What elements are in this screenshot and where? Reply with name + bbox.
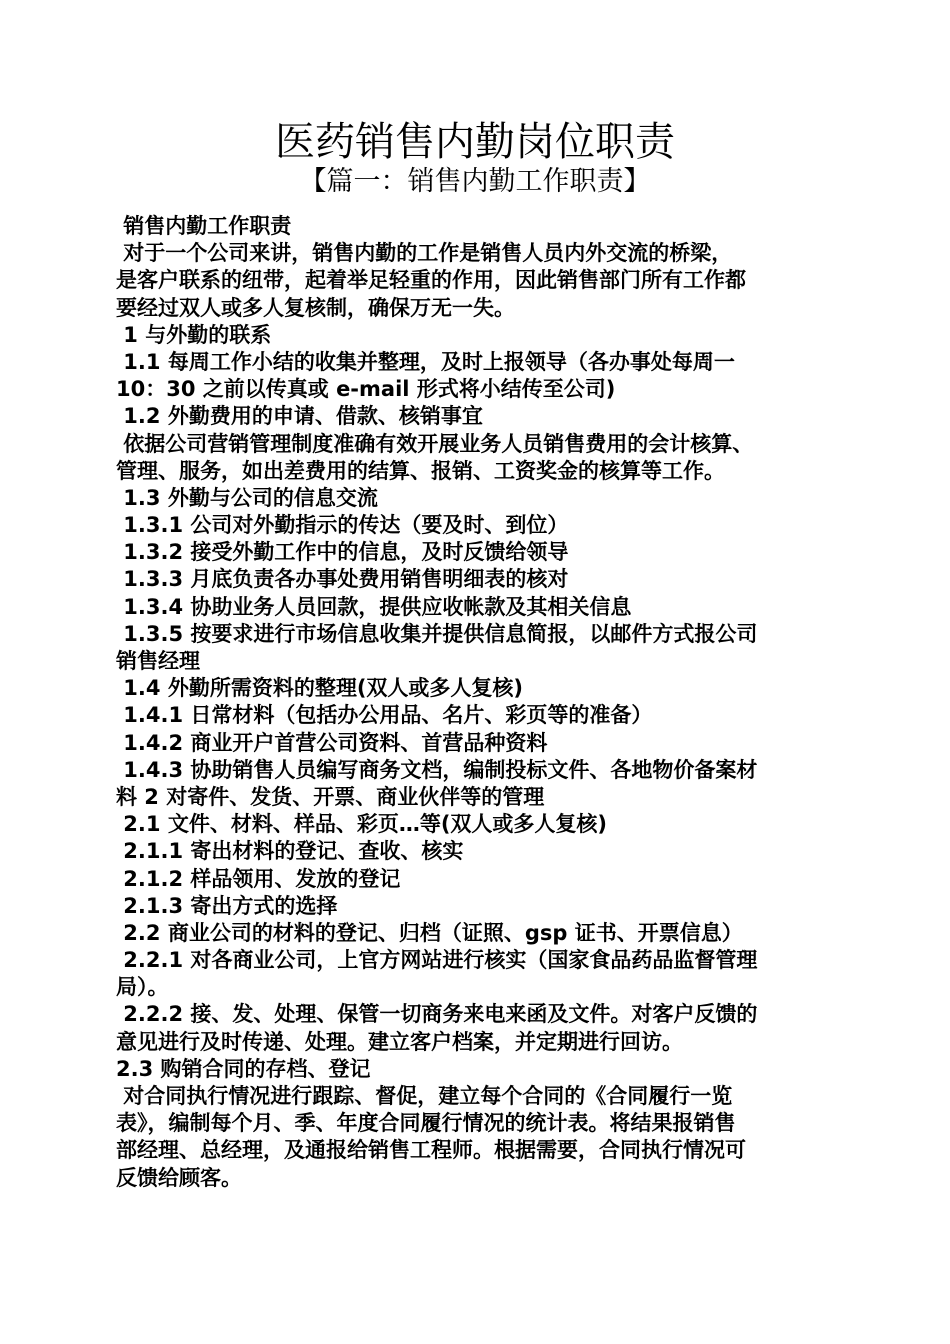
text-line: 1.3.1 公司对外勤指示的传达（要及时、到位） bbox=[116, 513, 569, 538]
text-line: 要经过双人或多人复核制，确保万无一失。 bbox=[116, 295, 515, 320]
text-line: 对于一个公司来讲，销售内勤的工作是销售人员内外交流的桥梁， bbox=[116, 241, 733, 266]
document-body bbox=[116, 213, 836, 1192]
text-line: 表》，编制每个月、季、年度合同履行情况的统计表。将结果报销售 bbox=[116, 1111, 736, 1136]
text-line: 1.1 每周工作小结的收集并整理，及时上报领导（各办事处每周一 bbox=[116, 349, 735, 374]
document-title: 医药销售内勤岗位职责 bbox=[275, 119, 675, 165]
text-line: 1.4.1 日常材料（包括办公用品、名片、彩页等的准备） bbox=[116, 703, 653, 728]
text-line: 2.2.2 接、发、处理、保管一切商务来电来函及文件。对客户反馈的 bbox=[116, 1002, 758, 1027]
text-line: 销售内勤工作职责 bbox=[116, 214, 292, 238]
text-line: 依据公司营销管理制度准确有效开展业务人员销售费用的会计核算、 bbox=[116, 431, 754, 456]
text-line: 1.4 外勤所需资料的整理(双人或多人复核) bbox=[116, 676, 524, 701]
text-line: 1.4.3 协助销售人员编写商务文档，编制投标文件、各地物价备案材 bbox=[116, 757, 758, 782]
text-line: 销售经理 bbox=[116, 649, 200, 673]
text-line: 部经理、总经理，及通报给销售工程师。根据需要，合同执行情况可 bbox=[116, 1138, 746, 1163]
text-line: 1.3.2 接受外勤工作中的信息，及时反馈给领导 bbox=[116, 540, 569, 565]
text-line: 局）。 bbox=[116, 975, 169, 1000]
text-line: 2.3 购销合同的存档、登记 bbox=[116, 1056, 371, 1081]
text-line: 2.1.2 样品领用、发放的登记 bbox=[116, 866, 401, 891]
text-line: 是客户联系的纽带，起着举足轻重的作用，因此销售部门所有工作都 bbox=[116, 268, 746, 293]
text-line: 1 与外勤的联系 bbox=[116, 322, 272, 347]
text-line: 10：30 之前以传真或 e-mail 形式将小结传至公司) bbox=[116, 377, 616, 402]
text-line: 2.1 文件、材料、样品、彩页…等(双人或多人复核) bbox=[116, 812, 608, 837]
document-subtitle: 【篇一：销售内勤工作职责】 bbox=[299, 166, 651, 197]
text-line: 2.1.3 寄出方式的选择 bbox=[116, 893, 338, 918]
text-line: 对合同执行情况进行跟踪、督促，建立每个合同的《合同履行一览 bbox=[116, 1084, 733, 1108]
text-line: 1.2 外勤费用的申请、借款、核销事宜 bbox=[116, 404, 483, 429]
text-line: 意见进行及时传递、处理。建立客户档案，并定期进行回访。 bbox=[116, 1029, 683, 1054]
text-line: 1.4.2 商业开户首营公司资料、首营品种资料 bbox=[116, 730, 548, 755]
text-line: 1.3.3 月底负责各办事处费用销售明细表的核对 bbox=[116, 567, 569, 592]
text-line: 料 2 对寄件、发货、开票、商业伙伴等的管理 bbox=[116, 784, 545, 809]
text-line: 2.1.1 寄出材料的登记、查收、核实 bbox=[116, 839, 464, 864]
text-line: 反馈给顾客。 bbox=[116, 1165, 242, 1190]
text-line: 2.2 商业公司的材料的登记、归档（证照、gsp 证书、开票信息） bbox=[116, 920, 743, 945]
text-line: 1.3.5 按要求进行市场信息收集并提供信息简报，以邮件方式报公司 bbox=[116, 621, 758, 646]
text-line: 2.2.1 对各商业公司，上官方网站进行核实（国家食品药品监督管理 bbox=[116, 948, 758, 973]
text-line: 管理、服务，如出差费用的结算、报销、工资奖金的核算等工作。 bbox=[116, 458, 725, 483]
text-line: 1.3.4 协助业务人员回款，提供应收帐款及其相关信息 bbox=[116, 594, 632, 619]
text-line: 1.3 外勤与公司的信息交流 bbox=[116, 485, 378, 510]
